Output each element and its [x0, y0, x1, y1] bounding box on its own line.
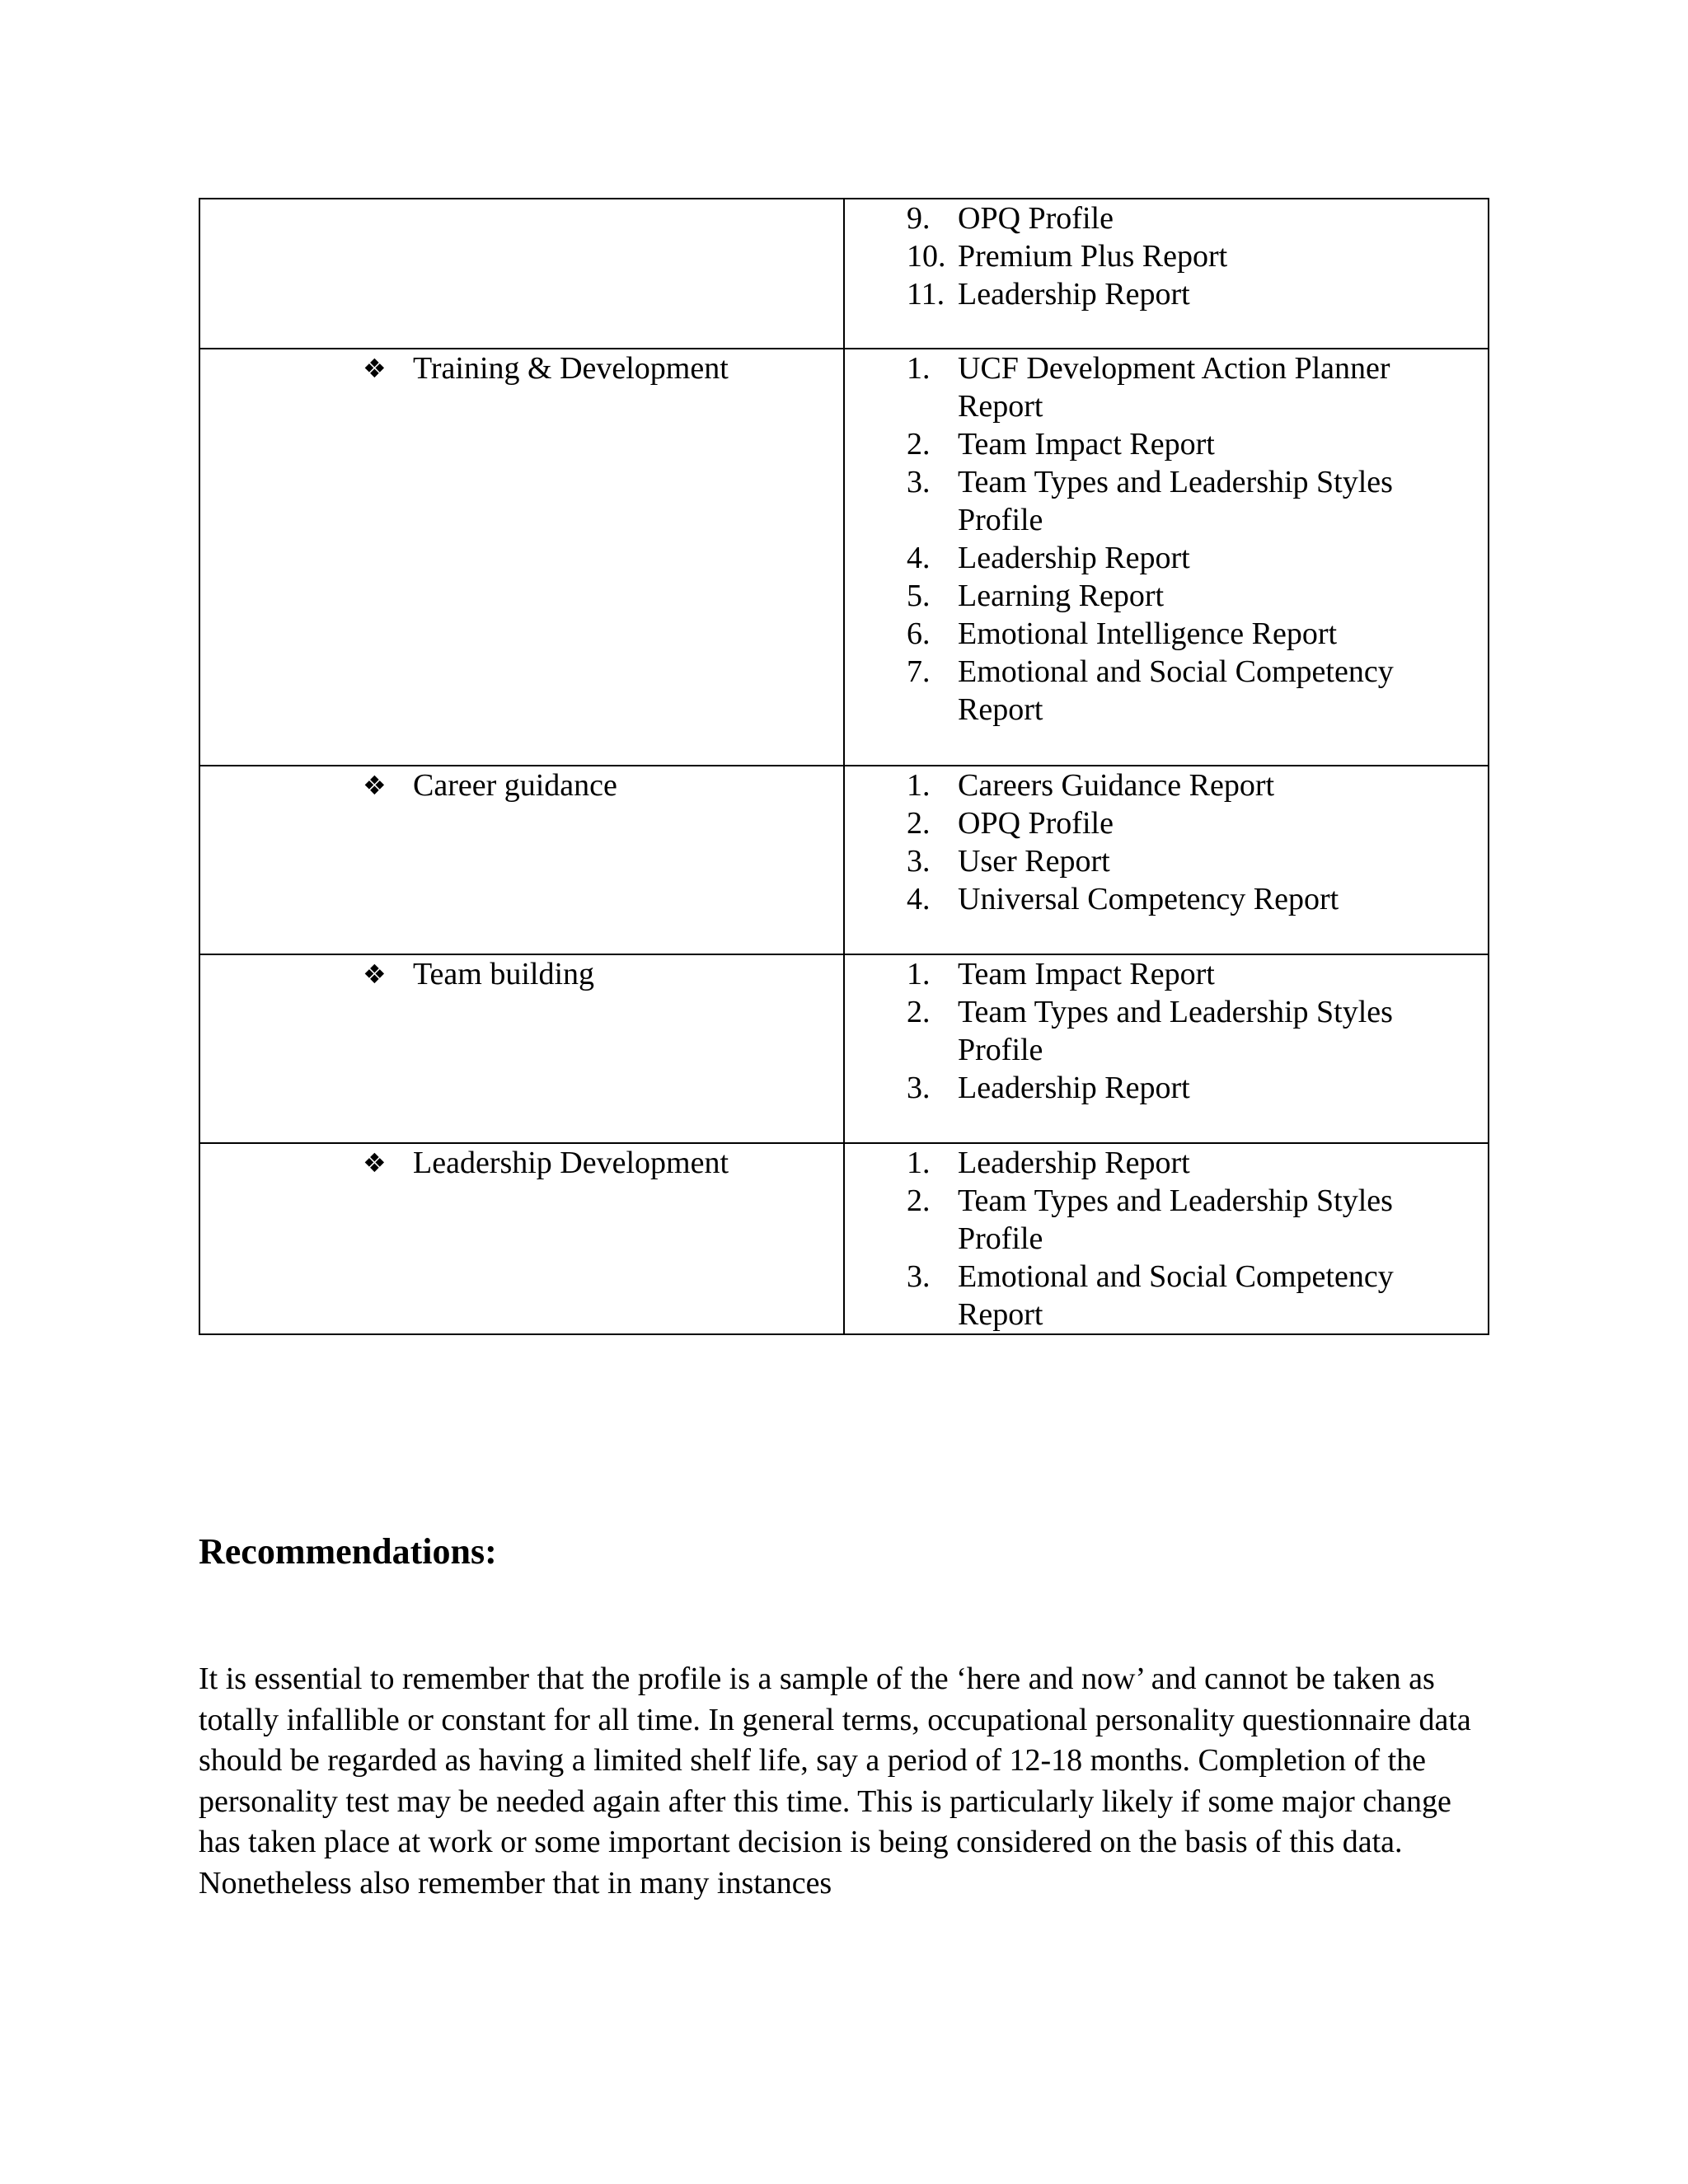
table-row	[199, 349, 1489, 766]
list-number: 11.	[907, 277, 945, 312]
list-item	[845, 425, 1488, 463]
list-item	[845, 463, 1488, 539]
diamond-bullet-icon: ❖	[363, 958, 387, 990]
report-label: Team Types and Leadership Styles Profile	[958, 995, 1393, 1067]
list-item	[845, 199, 1488, 237]
reports-cell	[844, 199, 1489, 349]
area-item	[363, 766, 843, 804]
list-number: 4.	[907, 882, 931, 916]
list-number: 1.	[907, 351, 931, 386]
list-number: 6.	[907, 616, 931, 651]
list-number: 2.	[907, 806, 931, 841]
list-number: 1.	[907, 768, 931, 803]
area-cell	[199, 199, 844, 349]
list-item	[845, 993, 1488, 1069]
report-label: Universal Competency Report	[958, 882, 1339, 916]
list-number: 3.	[907, 1259, 931, 1294]
report-label: Emotional Intelligence Report	[958, 616, 1338, 651]
report-label: OPQ Profile	[958, 806, 1114, 841]
list-number: 4.	[907, 541, 931, 575]
area-cell	[199, 1143, 844, 1334]
list-item	[845, 766, 1488, 804]
area-item	[363, 955, 843, 993]
list-item	[845, 653, 1488, 729]
table-row	[199, 1143, 1489, 1334]
list-number: 2.	[907, 1183, 931, 1218]
reports-cell	[844, 954, 1489, 1143]
area-item	[363, 1144, 843, 1182]
list-item	[845, 955, 1488, 993]
list-item	[845, 275, 1488, 313]
area-label: Team building	[413, 957, 595, 991]
report-label: Careers Guidance Report	[958, 768, 1275, 803]
report-label: User Report	[958, 844, 1110, 879]
list-number: 1.	[907, 957, 931, 991]
reports-cell	[844, 349, 1489, 766]
diamond-bullet-icon: ❖	[363, 353, 387, 384]
report-label: OPQ Profile	[958, 201, 1114, 236]
list-number: 3.	[907, 844, 931, 879]
table-row	[199, 954, 1489, 1143]
area-item	[363, 349, 843, 387]
report-list	[845, 955, 1488, 1107]
report-list	[845, 766, 1488, 918]
report-label: Leadership Report	[958, 1071, 1190, 1105]
recommendations-paragraph: It is essential to remember that the profile is a sample of the ‘here and now’ and cannot be taken as totally infallible or constant for all time. In general terms, occupational personality questionnaire data should be regarded as having a limited shelf life, say a period of 12-18 months. Completion of the personality test may be needed again after this time. This is particularly likely if some major change has taken place at work or some important decision is being considered on the basis of this data. Nonetheless also remember that in many instances	[199, 1661, 1471, 1900]
area-label: Career guidance	[413, 768, 617, 803]
area-cell	[199, 766, 844, 954]
reports-cell	[844, 766, 1489, 954]
report-label: Team Impact Report	[958, 427, 1215, 462]
list-number: 2.	[907, 427, 931, 462]
list-number: 3.	[907, 1071, 931, 1105]
report-label: UCF Development Action Planner Report	[958, 351, 1390, 424]
report-label: Emotional and Social Competency Report	[958, 654, 1394, 727]
report-label: Learning Report	[958, 579, 1165, 613]
list-number: 7.	[907, 654, 931, 689]
list-number: 5.	[907, 579, 931, 613]
recommendations-heading: Recommendations:	[199, 1531, 497, 1572]
list-item	[845, 880, 1488, 918]
table-row	[199, 199, 1489, 349]
table-row	[199, 766, 1489, 954]
report-label: Team Types and Leadership Styles Profile	[958, 465, 1393, 537]
report-list	[845, 199, 1488, 313]
area-label: Training & Development	[413, 351, 729, 386]
list-item	[845, 237, 1488, 275]
list-number: 1.	[907, 1146, 931, 1180]
list-item	[845, 615, 1488, 653]
list-item	[845, 577, 1488, 615]
list-item	[845, 349, 1488, 425]
list-item	[845, 1182, 1488, 1258]
report-label: Team Types and Leadership Styles Profile	[958, 1183, 1393, 1256]
list-item	[845, 1258, 1488, 1333]
list-number: 2.	[907, 995, 931, 1029]
area-cell	[199, 954, 844, 1143]
list-number: 9.	[907, 201, 931, 236]
diamond-bullet-icon: ❖	[363, 1147, 387, 1179]
list-item	[845, 1069, 1488, 1107]
report-list	[845, 1144, 1488, 1333]
report-label: Team Impact Report	[958, 957, 1215, 991]
list-item	[845, 842, 1488, 880]
report-usage-table	[199, 198, 1489, 1335]
report-list	[845, 349, 1488, 729]
report-label: Leadership Report	[958, 1146, 1190, 1180]
report-label: Leadership Report	[958, 277, 1190, 312]
list-item	[845, 539, 1488, 577]
area-label: Leadership Development	[413, 1146, 729, 1180]
list-number: 3.	[907, 465, 931, 499]
diamond-bullet-icon: ❖	[363, 770, 387, 801]
list-item	[845, 1144, 1488, 1182]
report-label: Emotional and Social Competency Report	[958, 1259, 1394, 1332]
list-item	[845, 804, 1488, 842]
area-cell	[199, 349, 844, 766]
report-label: Premium Plus Report	[958, 239, 1228, 274]
list-number: 10.	[907, 239, 946, 274]
reports-cell	[844, 1143, 1489, 1334]
report-label: Leadership Report	[958, 541, 1190, 575]
